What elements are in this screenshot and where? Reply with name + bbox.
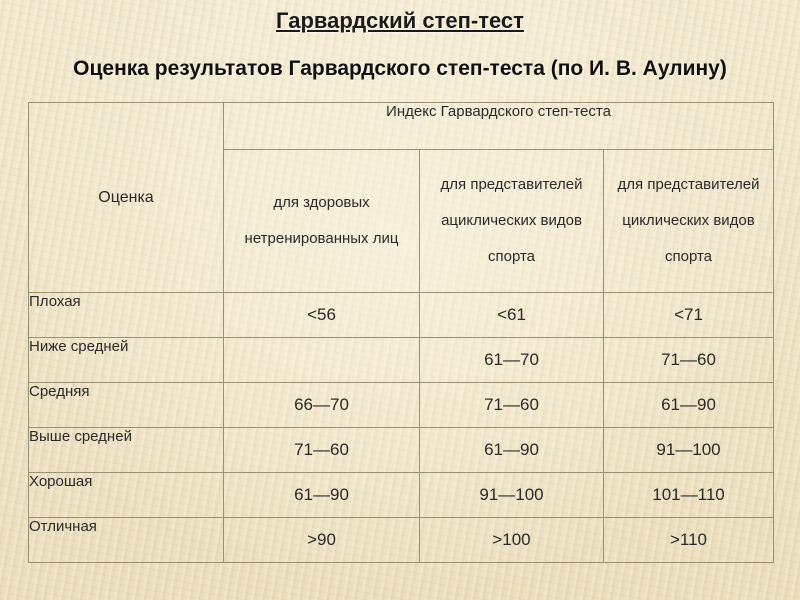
grade-cell: Хорошая xyxy=(29,473,224,518)
value-cell: 71—60 xyxy=(224,428,420,473)
value-cell: 71—60 xyxy=(420,383,604,428)
table-row xyxy=(29,518,774,563)
value-cell: <56 xyxy=(224,293,420,338)
table-row xyxy=(29,338,774,383)
header-row xyxy=(29,103,774,150)
grade-cell: Средняя xyxy=(29,383,224,428)
table-heading: Оценка результатов Гарвардского степ-теста (по И. В. Аулину) xyxy=(73,57,727,80)
value-cell: >90 xyxy=(224,518,420,563)
grade-column-header: Оценка xyxy=(29,103,224,293)
value-cell: >100 xyxy=(420,518,604,563)
grade-cell: Выше средней xyxy=(29,428,224,473)
grade-cell: Ниже средней xyxy=(29,338,224,383)
subheader-cyclic: для представителей циклических видов спорта xyxy=(604,150,774,293)
index-column-header: Индекс Гарвардского степ-теста xyxy=(224,103,774,150)
value-cell: 61—70 xyxy=(420,338,604,383)
value-cell: >110 xyxy=(604,518,774,563)
grade-cell: Плохая xyxy=(29,293,224,338)
table-row xyxy=(29,383,774,428)
slide-title: Гарвардский степ-тест xyxy=(276,8,524,33)
value-cell: 91—100 xyxy=(604,428,774,473)
value-cell: 66—70 xyxy=(224,383,420,428)
subheader-untrained: для здоровых нетренированных лиц xyxy=(224,150,420,293)
value-cell: 61—90 xyxy=(604,383,774,428)
grade-cell: Отличная xyxy=(29,518,224,563)
value-cell: 71—60 xyxy=(604,338,774,383)
value-cell: <61 xyxy=(420,293,604,338)
table-row xyxy=(29,428,774,473)
results-table xyxy=(28,102,774,563)
value-cell: <71 xyxy=(604,293,774,338)
subheader-acyclic: для представителей ациклических видов спорта xyxy=(420,150,604,293)
value-cell: 61—90 xyxy=(420,428,604,473)
value-cell: 101—110 xyxy=(604,473,774,518)
value-cell: 61—90 xyxy=(224,473,420,518)
table-row xyxy=(29,293,774,338)
value-cell xyxy=(224,338,420,383)
table-row xyxy=(29,473,774,518)
value-cell: 91—100 xyxy=(420,473,604,518)
